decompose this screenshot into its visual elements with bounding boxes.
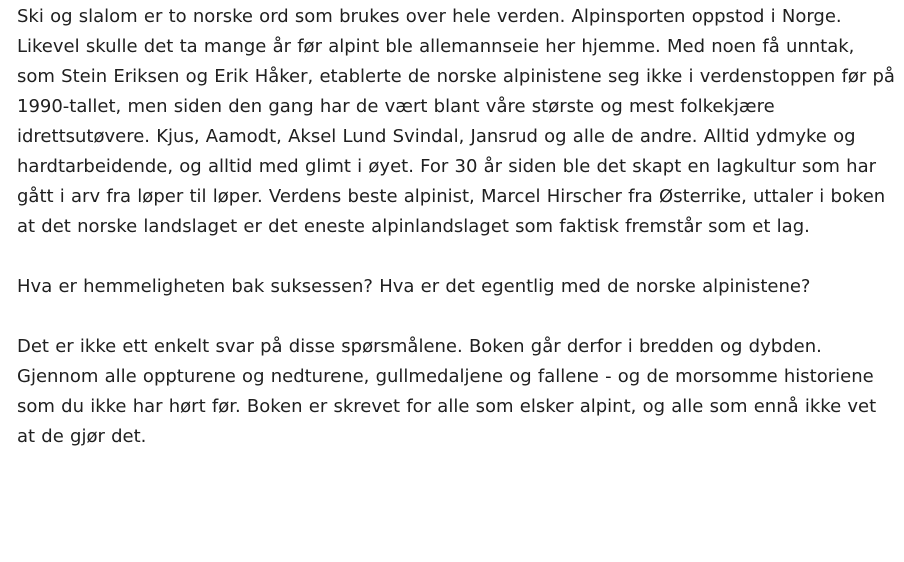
- book-description: [17, 2, 897, 452]
- description-paragraph-intro: Ski og slalom er to norske ord som brukes over hele verden. Alpinsporten oppstod i Norge. Likevel skulle det ta mange år før alpint ble allemannseie her hjemme. Med noen få unntak, som Stein Eriksen og Erik Håker, etablerte de norske alpinistene seg ikke i verdenstoppen før på 1990-tallet, men siden den gang har de vært blant våre største og mest folkekjære idrettsutøvere. Kjus, Aamodt, Aksel Lund Svindal, Jansrud og alle de andre. Alltid ydmyke og hardtarbeidende, og alltid med glimt i øyet. For 30 år siden ble det skapt en lagkultur som har gått i arv fra løper til løper. Verdens beste alpinist, Marcel Hirscher fra Østerrike, uttaler i boken at det norske landslaget er det eneste alpinlandslaget som faktisk fremstår som et lag.: [17, 6, 895, 237]
- description-paragraph-question: Hva er hemmeligheten bak suksessen? Hva er det egentlig med de norske alpinistene?: [17, 276, 811, 297]
- description-paragraph-answer: Det er ikke ett enkelt svar på disse spørsmålene. Boken går derfor i bredden og dybden. Gjennom alle oppturene og nedturene, gullmedaljene og fallene - og de morsomme historiene som du ikke har hørt før. Boken er skrevet for alle som elsker alpint, og alle som ennå ikke vet at de gjør det.: [17, 336, 877, 447]
